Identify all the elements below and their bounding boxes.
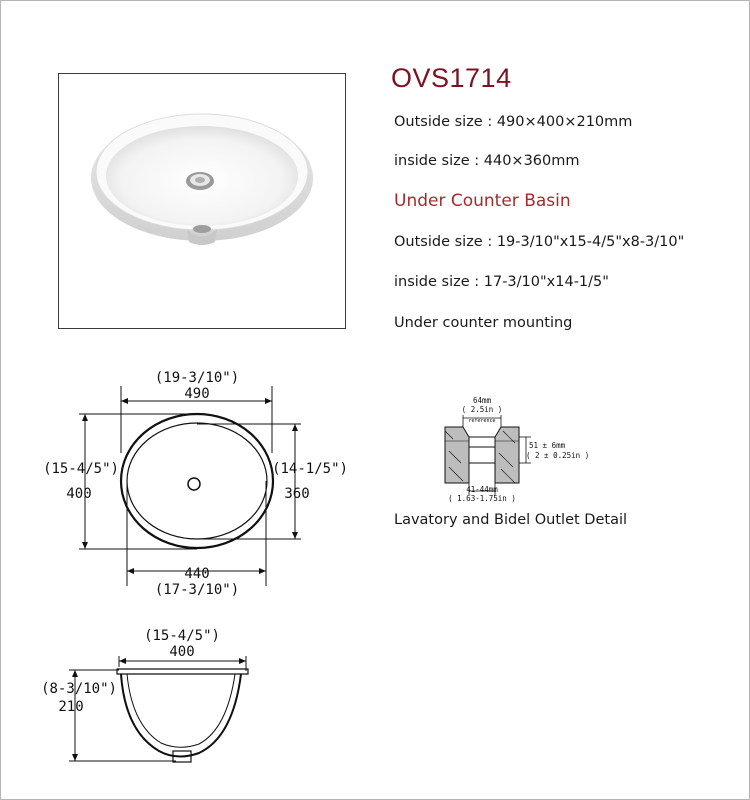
side-width-mm: 400 [169, 644, 195, 660]
side-height-in: (8-3/10") [41, 681, 117, 697]
outlet-top-in: ( 2.5in ) [461, 405, 503, 414]
outside-size-in: Outside size : 19-3/10"x15-4/5"x8-3/10" [394, 234, 685, 250]
technical-drawings [1, 1, 749, 799]
category-title: Under Counter Basin [394, 191, 571, 211]
top-width-mm: 490 [184, 386, 210, 402]
outlet-bottom-in: ( 1.63-1.75in ) [448, 494, 516, 503]
outlet-detail-drawing [445, 415, 531, 495]
outlet-side-in: ( 2 ± 0.25in ) [526, 451, 590, 460]
top-inner-depth-in: (14-1/5") [272, 461, 348, 477]
inside-size-mm: inside size : 440×360mm [394, 153, 580, 169]
outlet-bottom-mm: 41-44mm [466, 485, 498, 494]
outlet-side-mm: 51 ± 6mm [529, 441, 566, 450]
top-depth-in: (15-4/5") [43, 461, 119, 477]
top-inner-width-in: (17-3/10") [154, 582, 240, 598]
outside-size-mm: Outside size : 490×400×210mm [394, 114, 633, 130]
top-inner-depth-mm: 360 [284, 486, 310, 502]
side-view-drawing [69, 656, 248, 762]
top-view-drawing [79, 386, 301, 586]
model-title: OVS1714 [391, 63, 512, 93]
mounting-text: Under counter mounting [394, 315, 573, 331]
side-height-mm: 210 [58, 699, 84, 715]
top-width-in: (19-3/10") [154, 370, 240, 386]
top-inner-width-mm: 440 [184, 566, 210, 582]
outlet-top-mm: 64mm [472, 396, 492, 405]
side-width-in: (15-4/5") [144, 628, 220, 644]
outlet-reference: reference [468, 418, 496, 424]
outlet-detail-caption: Lavatory and Bidel Outlet Detail [394, 512, 628, 528]
inside-size-in: inside size : 17-3/10"x14-1/5" [394, 274, 609, 290]
top-depth-mm: 400 [66, 486, 92, 502]
